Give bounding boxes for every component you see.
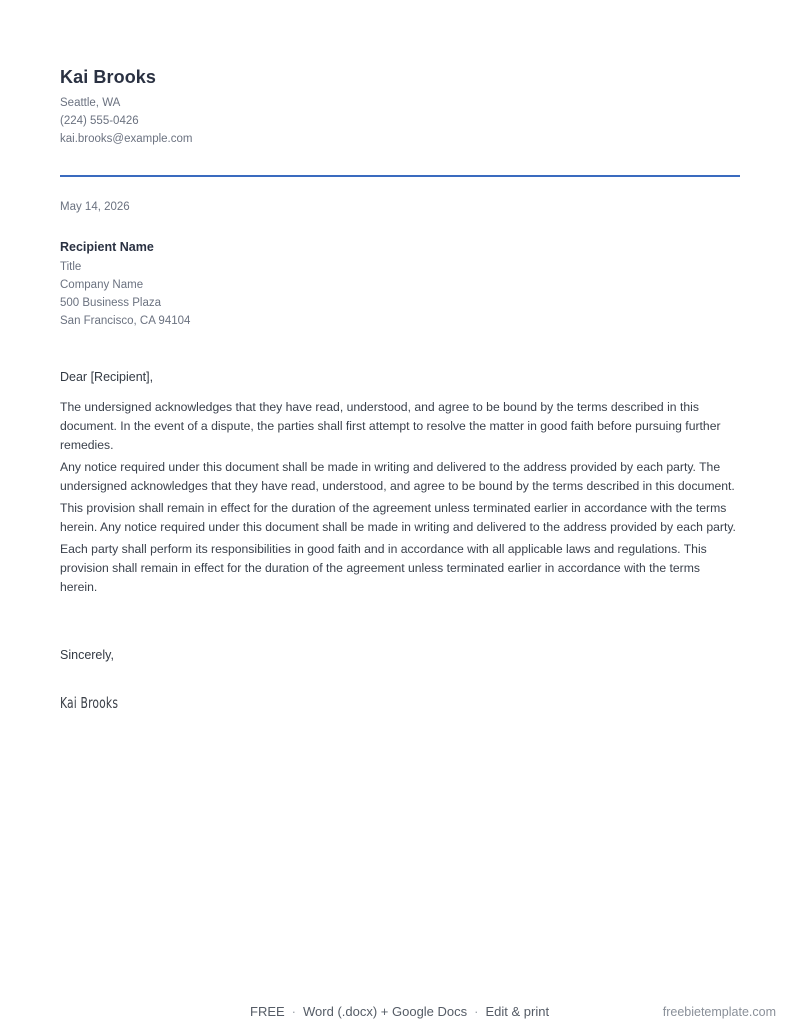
closing: Sincerely, — [60, 648, 114, 662]
body-paragraph: Any notice required under this document shall be made in writing and delivered to the address provided by each party. The undersigned acknowledges that they have read, understood, and agree to be bound by the terms described in this document. — [60, 460, 735, 493]
footer-separator: · — [474, 1004, 479, 1019]
body-paragraph: This provision shall remain in effect for the duration of the agreement unless terminated earlier in accordance with the terms herein. Any notice required under this document shall be made in writing and delivered to the address provided by each party. — [60, 501, 736, 534]
recipient-name: Recipient Name — [60, 240, 154, 254]
footer-edit-label: Edit & print — [485, 1004, 550, 1019]
footer-formats: Word (.docx) + Google Docs — [303, 1004, 468, 1019]
footer-free-label: FREE — [250, 1004, 285, 1019]
body-paragraph: The undersigned acknowledges that they have read, understood, and agree to be bound by the terms described in this document. In the event of a dispute, the parties shall first attempt to resolve the matter in good faith before pursuing further remedies. — [60, 400, 721, 452]
body-paragraph: Each party shall perform its responsibilities in good faith and in accordance with all applicable laws and regulations. This provision shall remain in effect for the duration of the agreement unless terminated earlier in accordance with the terms herein. — [60, 542, 707, 594]
header-divider — [60, 175, 740, 177]
letter-page — [60, 0, 740, 1035]
footer-brand-link[interactable]: freebietemplate.com — [662, 1005, 776, 1019]
footer-separator: · — [291, 1004, 297, 1019]
recipient-address-line1: 500 Business Plaza — [60, 297, 162, 309]
sender-name: Kai Brooks — [60, 67, 157, 87]
sender-phone: (224) 555-0426 — [60, 115, 139, 127]
letter-body — [60, 398, 740, 600]
signature: Kai Brooks — [60, 694, 119, 712]
recipient-company: Company Name — [60, 279, 144, 291]
recipient-title: Title — [60, 261, 82, 273]
footer-info — [250, 1004, 549, 1019]
sender-email: kai.brooks@example.com — [60, 133, 193, 145]
letter-date: May 14, 2026 — [60, 201, 130, 213]
sender-city: Seattle, WA — [60, 97, 121, 109]
salutation: Dear [Recipient], — [60, 370, 154, 384]
recipient-address-line2: San Francisco, CA 94104 — [60, 315, 191, 327]
